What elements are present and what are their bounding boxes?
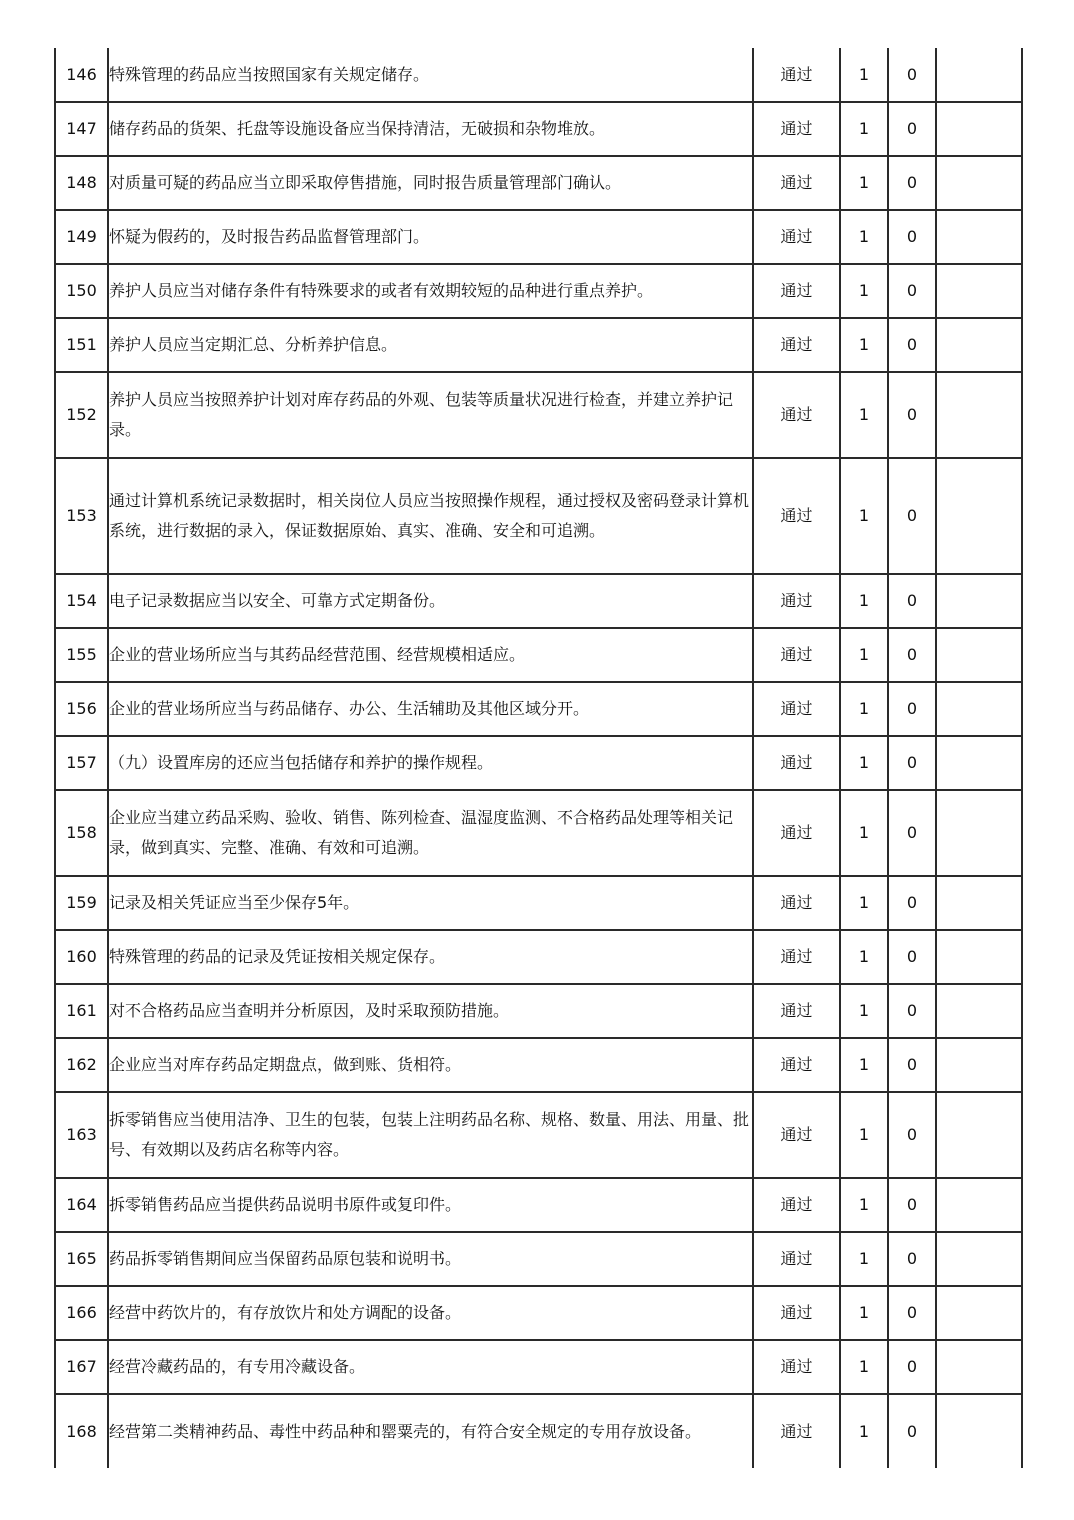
deduction-cell: 0 xyxy=(888,736,936,790)
table-row xyxy=(55,930,1022,984)
requirement-text-cell: 企业的营业场所应当与药品储存、办公、生活辅助及其他区域分开。 xyxy=(108,682,753,736)
requirement-text-cell: 药品拆零销售期间应当保留药品原包装和说明书。 xyxy=(108,1232,753,1286)
item-number-cell: 150 xyxy=(55,264,108,318)
score-cell: 1 xyxy=(840,1038,888,1092)
remark-cell xyxy=(936,1092,1022,1178)
remark-cell xyxy=(936,372,1022,458)
item-number-cell: 149 xyxy=(55,210,108,264)
requirement-text-cell: 储存药品的货架、托盘等设施设备应当保持清洁，无破损和杂物堆放。 xyxy=(108,102,753,156)
score-cell: 1 xyxy=(840,1232,888,1286)
remark-cell xyxy=(936,48,1022,102)
deduction-cell: 0 xyxy=(888,264,936,318)
remark-cell xyxy=(936,1178,1022,1232)
requirement-text-cell: 企业的营业场所应当与其药品经营范围、经营规模相适应。 xyxy=(108,628,753,682)
deduction-cell: 0 xyxy=(888,930,936,984)
score-cell: 1 xyxy=(840,574,888,628)
requirement-text-cell: 对质量可疑的药品应当立即采取停售措施，同时报告质量管理部门确认。 xyxy=(108,156,753,210)
result-cell: 通过 xyxy=(753,984,840,1038)
result-cell: 通过 xyxy=(753,458,840,574)
score-cell: 1 xyxy=(840,682,888,736)
score-cell: 1 xyxy=(840,102,888,156)
requirement-text-cell: 特殊管理的药品应当按照国家有关规定储存。 xyxy=(108,48,753,102)
requirement-text-cell: 养护人员应当对储存条件有特殊要求的或者有效期较短的品种进行重点养护。 xyxy=(108,264,753,318)
item-number-cell: 156 xyxy=(55,682,108,736)
remark-cell xyxy=(936,1286,1022,1340)
score-cell: 1 xyxy=(840,458,888,574)
item-number-cell: 167 xyxy=(55,1340,108,1394)
item-number-cell: 154 xyxy=(55,574,108,628)
table-row xyxy=(55,1178,1022,1232)
table-row xyxy=(55,318,1022,372)
requirement-text-cell: 特殊管理的药品的记录及凭证按相关规定保存。 xyxy=(108,930,753,984)
table-body xyxy=(55,48,1022,1468)
deduction-cell: 0 xyxy=(888,48,936,102)
table-row xyxy=(55,1286,1022,1340)
item-number-cell: 157 xyxy=(55,736,108,790)
remark-cell xyxy=(936,1038,1022,1092)
item-number-cell: 161 xyxy=(55,984,108,1038)
table-row xyxy=(55,48,1022,102)
requirement-text-cell: 企业应当建立药品采购、验收、销售、陈列检查、温湿度监测、不合格药品处理等相关记录，做到真实、完整、准确、有效和可追溯。 xyxy=(108,790,753,876)
result-cell: 通过 xyxy=(753,1286,840,1340)
result-cell: 通过 xyxy=(753,736,840,790)
requirement-text-cell: 对不合格药品应当查明并分析原因，及时采取预防措施。 xyxy=(108,984,753,1038)
result-cell: 通过 xyxy=(753,1038,840,1092)
deduction-cell: 0 xyxy=(888,1038,936,1092)
result-cell: 通过 xyxy=(753,1178,840,1232)
result-cell: 通过 xyxy=(753,156,840,210)
table-row xyxy=(55,156,1022,210)
table-row xyxy=(55,1092,1022,1178)
item-number-cell: 148 xyxy=(55,156,108,210)
item-number-cell: 165 xyxy=(55,1232,108,1286)
score-cell: 1 xyxy=(840,48,888,102)
inspection-table xyxy=(54,48,1023,1468)
result-cell: 通过 xyxy=(753,1232,840,1286)
score-cell: 1 xyxy=(840,984,888,1038)
item-number-cell: 147 xyxy=(55,102,108,156)
deduction-cell: 0 xyxy=(888,102,936,156)
deduction-cell: 0 xyxy=(888,1340,936,1394)
score-cell: 1 xyxy=(840,156,888,210)
table-row xyxy=(55,628,1022,682)
deduction-cell: 0 xyxy=(888,1394,936,1468)
result-cell: 通过 xyxy=(753,790,840,876)
table-row xyxy=(55,984,1022,1038)
deduction-cell: 0 xyxy=(888,984,936,1038)
score-cell: 1 xyxy=(840,1394,888,1468)
requirement-text-cell: 经营中药饮片的，有存放饮片和处方调配的设备。 xyxy=(108,1286,753,1340)
requirement-text-cell: 养护人员应当定期汇总、分析养护信息。 xyxy=(108,318,753,372)
remark-cell xyxy=(936,318,1022,372)
result-cell: 通过 xyxy=(753,48,840,102)
score-cell: 1 xyxy=(840,372,888,458)
table-row xyxy=(55,574,1022,628)
table-row xyxy=(55,790,1022,876)
requirement-text-cell: 电子记录数据应当以安全、可靠方式定期备份。 xyxy=(108,574,753,628)
requirement-text-cell: 经营冷藏药品的，有专用冷藏设备。 xyxy=(108,1340,753,1394)
table-row xyxy=(55,682,1022,736)
deduction-cell: 0 xyxy=(888,876,936,930)
result-cell: 通过 xyxy=(753,372,840,458)
deduction-cell: 0 xyxy=(888,574,936,628)
result-cell: 通过 xyxy=(753,876,840,930)
item-number-cell: 158 xyxy=(55,790,108,876)
score-cell: 1 xyxy=(840,264,888,318)
score-cell: 1 xyxy=(840,210,888,264)
table-row xyxy=(55,1038,1022,1092)
requirement-text-cell: （九）设置库房的还应当包括储存和养护的操作规程。 xyxy=(108,736,753,790)
remark-cell xyxy=(936,102,1022,156)
result-cell: 通过 xyxy=(753,264,840,318)
score-cell: 1 xyxy=(840,628,888,682)
table-row xyxy=(55,1340,1022,1394)
item-number-cell: 160 xyxy=(55,930,108,984)
remark-cell xyxy=(936,628,1022,682)
result-cell: 通过 xyxy=(753,1340,840,1394)
score-cell: 1 xyxy=(840,318,888,372)
table-row xyxy=(55,1232,1022,1286)
item-number-cell: 152 xyxy=(55,372,108,458)
deduction-cell: 0 xyxy=(888,372,936,458)
requirement-text-cell: 怀疑为假药的，及时报告药品监督管理部门。 xyxy=(108,210,753,264)
table-row xyxy=(55,210,1022,264)
table-row xyxy=(55,458,1022,574)
table-row xyxy=(55,102,1022,156)
requirement-text-cell: 经营第二类精神药品、毒性中药品种和罂粟壳的，有符合安全规定的专用存放设备。 xyxy=(108,1394,753,1468)
deduction-cell: 0 xyxy=(888,682,936,736)
deduction-cell: 0 xyxy=(888,790,936,876)
score-cell: 1 xyxy=(840,1340,888,1394)
requirement-text-cell: 拆零销售药品应当提供药品说明书原件或复印件。 xyxy=(108,1178,753,1232)
item-number-cell: 163 xyxy=(55,1092,108,1178)
remark-cell xyxy=(936,1340,1022,1394)
result-cell: 通过 xyxy=(753,574,840,628)
result-cell: 通过 xyxy=(753,930,840,984)
item-number-cell: 159 xyxy=(55,876,108,930)
requirement-text-cell: 拆零销售应当使用洁净、卫生的包装，包装上注明药品名称、规格、数量、用法、用量、批号、有效期以及药店名称等内容。 xyxy=(108,1092,753,1178)
deduction-cell: 0 xyxy=(888,1232,936,1286)
result-cell: 通过 xyxy=(753,1092,840,1178)
remark-cell xyxy=(936,682,1022,736)
table-row xyxy=(55,876,1022,930)
remark-cell xyxy=(936,1394,1022,1468)
remark-cell xyxy=(936,930,1022,984)
deduction-cell: 0 xyxy=(888,1092,936,1178)
item-number-cell: 166 xyxy=(55,1286,108,1340)
remark-cell xyxy=(936,458,1022,574)
requirement-text-cell: 企业应当对库存药品定期盘点，做到账、货相符。 xyxy=(108,1038,753,1092)
remark-cell xyxy=(936,1232,1022,1286)
table-row xyxy=(55,1394,1022,1468)
item-number-cell: 168 xyxy=(55,1394,108,1468)
deduction-cell: 0 xyxy=(888,1178,936,1232)
table-row xyxy=(55,736,1022,790)
remark-cell xyxy=(936,736,1022,790)
item-number-cell: 155 xyxy=(55,628,108,682)
result-cell: 通过 xyxy=(753,1394,840,1468)
score-cell: 1 xyxy=(840,930,888,984)
remark-cell xyxy=(936,984,1022,1038)
deduction-cell: 0 xyxy=(888,628,936,682)
item-number-cell: 146 xyxy=(55,48,108,102)
deduction-cell: 0 xyxy=(888,458,936,574)
item-number-cell: 153 xyxy=(55,458,108,574)
requirement-text-cell: 记录及相关凭证应当至少保存5年。 xyxy=(108,876,753,930)
requirement-text-cell: 通过计算机系统记录数据时，相关岗位人员应当按照操作规程，通过授权及密码登录计算机系统，进行数据的录入，保证数据原始、真实、准确、安全和可追溯。 xyxy=(108,458,753,574)
score-cell: 1 xyxy=(840,876,888,930)
remark-cell xyxy=(936,574,1022,628)
score-cell: 1 xyxy=(840,1092,888,1178)
result-cell: 通过 xyxy=(753,210,840,264)
deduction-cell: 0 xyxy=(888,210,936,264)
item-number-cell: 162 xyxy=(55,1038,108,1092)
score-cell: 1 xyxy=(840,736,888,790)
remark-cell xyxy=(936,264,1022,318)
score-cell: 1 xyxy=(840,1178,888,1232)
result-cell: 通过 xyxy=(753,102,840,156)
score-cell: 1 xyxy=(840,1286,888,1340)
requirement-text-cell: 养护人员应当按照养护计划对库存药品的外观、包装等质量状况进行检查，并建立养护记录。 xyxy=(108,372,753,458)
result-cell: 通过 xyxy=(753,628,840,682)
remark-cell xyxy=(936,156,1022,210)
result-cell: 通过 xyxy=(753,318,840,372)
score-cell: 1 xyxy=(840,790,888,876)
item-number-cell: 164 xyxy=(55,1178,108,1232)
table-row xyxy=(55,372,1022,458)
result-cell: 通过 xyxy=(753,682,840,736)
deduction-cell: 0 xyxy=(888,1286,936,1340)
remark-cell xyxy=(936,876,1022,930)
item-number-cell: 151 xyxy=(55,318,108,372)
remark-cell xyxy=(936,210,1022,264)
deduction-cell: 0 xyxy=(888,318,936,372)
remark-cell xyxy=(936,790,1022,876)
deduction-cell: 0 xyxy=(888,156,936,210)
table-row xyxy=(55,264,1022,318)
